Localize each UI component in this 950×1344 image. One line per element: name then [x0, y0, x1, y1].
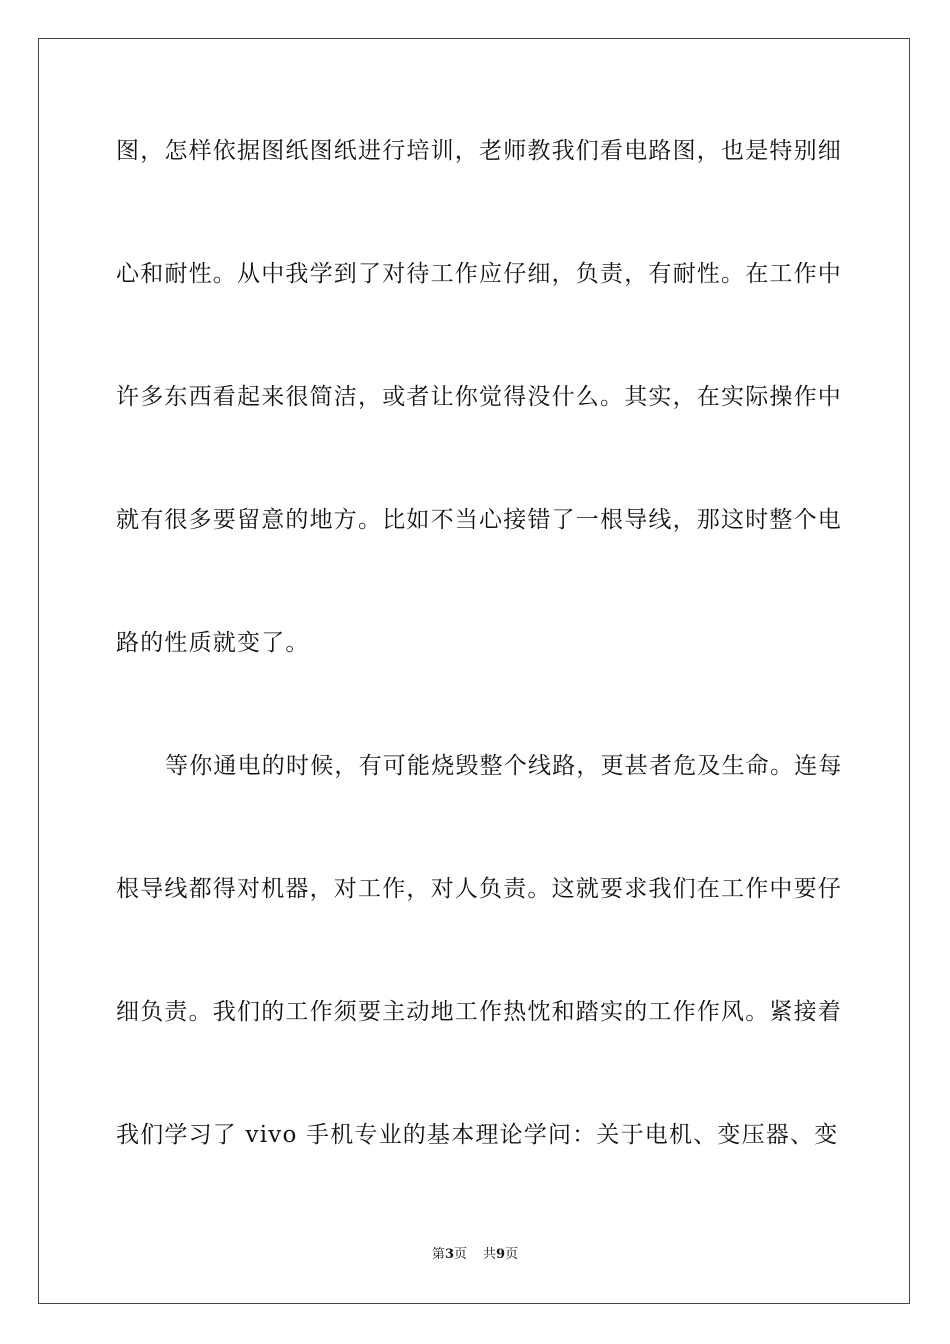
- page-footer: [0, 1246, 950, 1264]
- paragraph-line-3: 许多东西看起来很简洁，或者让你觉得没什么。其实，在实际操作中: [116, 384, 842, 410]
- total-prefix: 共: [483, 1247, 497, 1262]
- page-prefix: 第: [431, 1247, 445, 1262]
- paragraph-line-7: 根导线都得对机器，对工作，对人负责。这就要求我们在工作中要仔: [116, 876, 842, 902]
- paragraph-line-1: 图，怎样依据图纸图纸进行培训，老师教我们看电路图，也是特别细: [116, 138, 842, 164]
- paragraph-line-2: 心和耐性。从中我学到了对待工作应仔细，负责，有耐性。在工作中: [116, 261, 842, 287]
- paragraph-line-6: 等你通电的时候，有可能烧毁整个线路，更甚者危及生命。连每: [165, 753, 843, 779]
- total-suffix: 页: [505, 1247, 519, 1262]
- page-number: 3: [444, 1247, 454, 1262]
- paragraph-line-4: 就有很多要留意的地方。比如不当心接错了一根导线，那这时整个电: [116, 507, 842, 533]
- paragraph-line-5: 路的性质就变了。: [116, 630, 310, 656]
- paragraph-line-8: 细负责。我们的工作须要主动地工作热忱和踏实的工作作风。紧接着: [116, 999, 842, 1025]
- paragraph-line-9: 我们学习了 vivo 手机专业的基本理论学问：关于电机、变压器、变: [116, 1122, 839, 1148]
- page-border: [38, 38, 910, 1304]
- page-suffix: 页: [453, 1247, 467, 1262]
- total-pages: 9: [496, 1247, 506, 1262]
